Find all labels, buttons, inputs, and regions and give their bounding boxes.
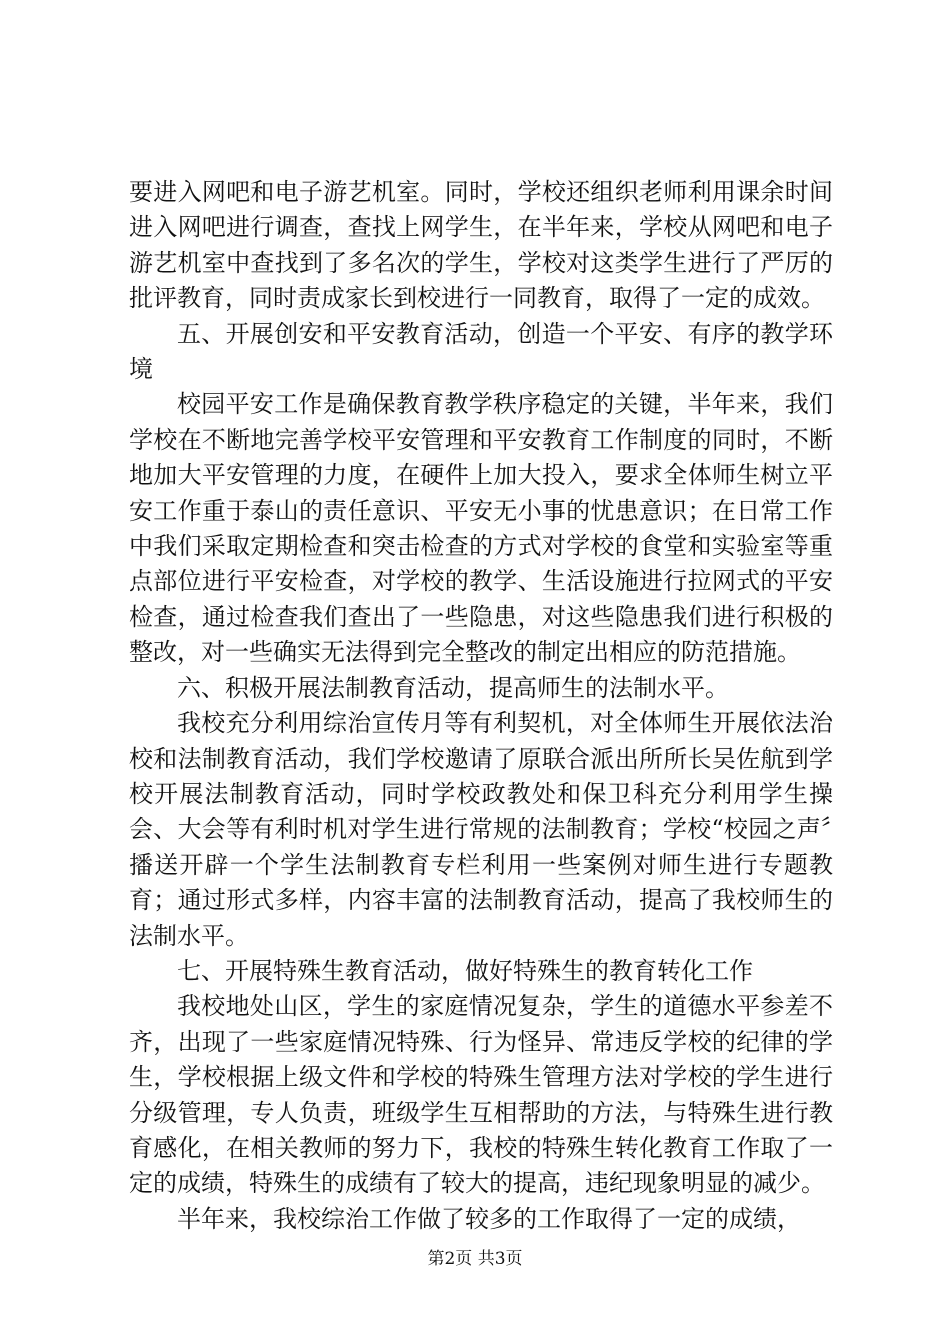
section-heading-seven: 七、开展特殊生教育活动，做好特殊生的教育转化工作 xyxy=(177,956,753,985)
page-number: 第2页 共3页 xyxy=(427,1249,523,1269)
paragraph-legal-education: 我校充分利用综治宣传月等有利契机，对全体师生开展依法治校和法制教育活动，我们学校邀请了原联合派出所所长吴佐航到学校开展法制教育活动，同时学校政教处和保卫科充分利用学生操会、大会等有利时机对学生进行常规的法制教育；学校“校园之声〞播送开辟一个学生法制教育专栏利用一些案例对师生进行专题教育；通过形式多样，内容丰富的法制教育活动，提高了我校师生的法制水平。 xyxy=(129,709,833,950)
document-body xyxy=(129,175,833,1237)
paragraph-continuation: 要进入网吧和电子游艺机室。同时，学校还组织老师利用课余时间进入网吧进行调查，查找上网学生，在半年来，学校从网吧和电子游艺机室中查找到了多名次的学生，学校对这类学生进行了严厉的批评教育，同时责成家长到校进行一同教育，取得了一定的成效。 xyxy=(129,178,833,313)
paragraph-campus-safety: 校园平安工作是确保教育教学秩序稳定的关键，半年来，我们学校在不断地完善学校平安管理和平安教育工作制度的同时，不断地加大平安管理的力度，在硬件上加大投入，要求全体师生树立平安工作重于泰山的责任意识、平安无小事的忧患意识；在日常工作中我们采取定期检查和突击检查的方式对学校的食堂和实验室等重点部位进行平安检查，对学校的教学、生活设施进行拉网式的平安检查，通过检查我们查出了一些隐患，对这些隐患我们进行积极的整改，对一些确实无法得到完全整改的制定出相应的防范措施。 xyxy=(129,390,833,667)
paragraph-special-students: 我校地处山区，学生的家庭情况复杂，学生的道德水平参差不齐，出现了一些家庭情况特殊、行为怪异、常违反学校的纪律的学生，学校根据上级文件和学校的特殊生管理方法对学校的学生进行分级管理，专人负责，班级学生互相帮助的方法，与特殊生进行教育感化，在相关教师的努力下，我校的特殊生转化教育工作取了一定的成绩，特殊生的成绩有了较大的提高，违纪现象明显的减少。 xyxy=(129,992,833,1198)
section-heading-six: 六、积极开展法制教育活动，提高师生的法制水平。 xyxy=(177,673,729,702)
section-heading-five: 五、开展创安和平安教育活动，创造一个平安、有序的教学环境 xyxy=(129,319,833,384)
paragraph-summary: 半年来，我校综治工作做了较多的工作取得了一定的成绩， xyxy=(177,1204,801,1233)
